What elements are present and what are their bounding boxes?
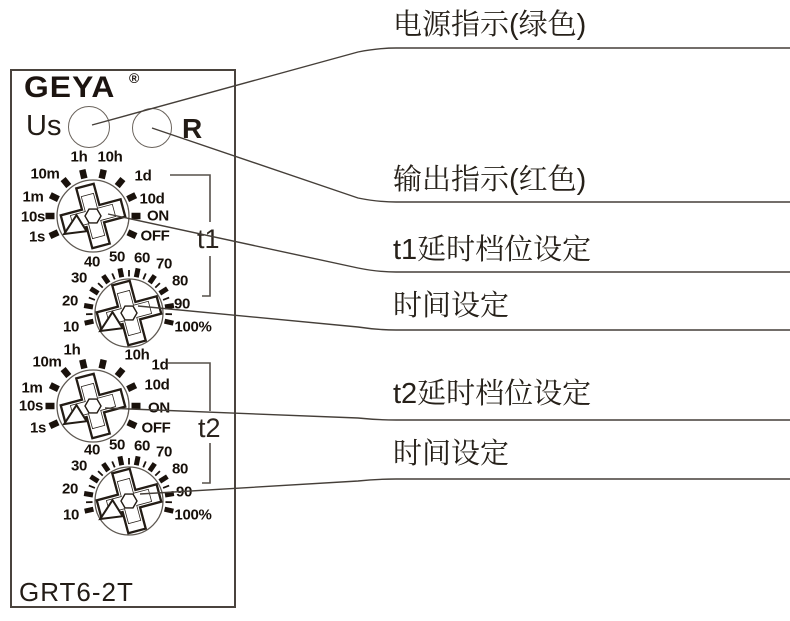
dial-tick: [136, 268, 138, 277]
callout-t1-range-setting: t1延时档位设定: [393, 234, 592, 266]
dial-scale-label: 30: [70, 269, 88, 287]
dial-scale-label: 1m: [22, 188, 44, 206]
dial-tick: [165, 509, 174, 511]
knob-center-hub: [121, 494, 137, 508]
dial-scale-label: OFF: [141, 419, 171, 437]
knob-center-hub: [85, 209, 101, 223]
dial-tick: [63, 369, 69, 376]
knob-center-hub: [121, 306, 137, 320]
dial-scale-label: 1d: [134, 167, 152, 185]
dial-scale-label: 40: [83, 253, 101, 271]
dial-scale-label: 10d: [139, 190, 165, 208]
callout-t2-range-setting: t2延时档位设定: [393, 378, 592, 410]
dial-tick: [150, 276, 155, 283]
dial-scale-label: 1s: [28, 228, 46, 246]
dial-tick: [128, 385, 136, 389]
dial-tick: [160, 477, 168, 482]
t1-group-label: t1: [197, 224, 220, 254]
dial-scale-label: 30: [70, 457, 88, 475]
dial-tick: [150, 464, 155, 471]
dial-scale-label: ON: [148, 399, 170, 417]
dial-scale-label: 100%: [174, 318, 212, 336]
t2-time-dial[interactable]: [45, 417, 213, 585]
dial-scale-label: 10m: [32, 353, 62, 371]
dial-scale-label: 20: [61, 480, 79, 498]
dial-minor-tick: [112, 273, 115, 279]
dial-scale-label: 90: [173, 295, 191, 313]
dial-scale-label: 70: [155, 443, 173, 461]
dial-minor-tick: [89, 298, 95, 300]
callout-t1-time-setting: 时间设定: [393, 290, 510, 322]
t2-time-dial-graphic: [45, 417, 213, 585]
dial-scale-label: 10: [62, 318, 80, 336]
dial-tick: [63, 179, 69, 186]
dial-minor-tick: [89, 486, 95, 488]
dial-tick: [50, 385, 58, 389]
dial-scale-label: 20: [61, 292, 79, 310]
dial-scale-label: 50: [108, 248, 126, 266]
dial-tick: [102, 170, 104, 179]
dial-tick: [50, 195, 58, 199]
dial-scale-label: 1d: [151, 356, 169, 374]
dial-tick: [102, 360, 104, 369]
dial-tick: [160, 289, 168, 294]
dial-tick: [136, 456, 138, 465]
dial-scale-label: 1m: [21, 379, 43, 397]
knob-center-hub: [85, 399, 101, 413]
dial-scale-label: OFF: [140, 227, 170, 245]
brand-logo: GEYA: [24, 71, 116, 104]
dial-scale-label: 80: [171, 460, 189, 478]
dial-tick: [103, 464, 108, 471]
dial-scale-label: 60: [133, 249, 151, 267]
dial-tick: [128, 195, 136, 199]
dial-scale-label: 10: [62, 506, 80, 524]
dial-scale-label: 100%: [174, 506, 212, 524]
dial-scale-label: 10s: [20, 208, 46, 226]
dial-minor-tick: [163, 486, 169, 488]
dial-scale-label: 80: [171, 272, 189, 290]
dial-tick: [117, 179, 123, 186]
dial-tick: [91, 289, 99, 294]
output-led-label: R: [182, 113, 203, 144]
dial-minor-tick: [143, 273, 146, 279]
dial-scale-label: 1h: [63, 341, 81, 359]
power-led-label: Us: [26, 110, 62, 142]
dial-minor-tick: [155, 283, 160, 288]
dial-scale-label: 1h: [70, 148, 88, 166]
model-number: GRT6-2T: [19, 577, 134, 607]
callout-output-indicator: 输出指示(红色): [393, 164, 587, 196]
dial-tick: [117, 369, 123, 376]
dial-tick: [82, 360, 84, 369]
dial-scale-label: 50: [108, 436, 126, 454]
callout-power-indicator: 电源指示(绿色): [393, 9, 587, 41]
dial-tick: [85, 509, 94, 511]
dial-tick: [82, 170, 84, 179]
dial-scale-label: 10d: [144, 376, 170, 394]
dial-scale-label: ON: [147, 207, 169, 225]
dial-minor-tick: [112, 461, 115, 467]
dial-minor-tick: [98, 283, 103, 288]
dial-tick: [165, 305, 174, 306]
dial-tick: [120, 456, 122, 465]
dial-scale-label: 40: [83, 441, 101, 459]
dial-scale-label: 10m: [30, 165, 60, 183]
callout-t2-time-setting: 时间设定: [393, 438, 510, 470]
dial-scale-label: 10h: [97, 148, 123, 166]
dial-scale-label: 60: [133, 437, 151, 455]
dial-scale-label: 90: [175, 483, 193, 501]
t2-group-label: t2: [198, 413, 221, 443]
dial-minor-tick: [163, 298, 169, 300]
registered-trademark-icon: ®: [129, 70, 140, 86]
dial-minor-tick: [155, 471, 160, 476]
dial-tick: [120, 268, 122, 277]
dial-minor-tick: [98, 471, 103, 476]
t2-time-setting-callout-leader-line: [140, 479, 790, 494]
dial-scale-label: 10h: [124, 346, 150, 364]
dial-minor-tick: [143, 461, 146, 467]
dial-tick: [84, 305, 93, 306]
dial-scale-label: 1s: [29, 419, 47, 437]
dial-tick: [84, 493, 93, 494]
dial-tick: [165, 493, 174, 494]
dial-scale-label: 70: [155, 255, 173, 273]
dial-tick: [91, 477, 99, 482]
dial-tick: [103, 276, 108, 283]
dial-scale-label: 10s: [18, 397, 44, 415]
